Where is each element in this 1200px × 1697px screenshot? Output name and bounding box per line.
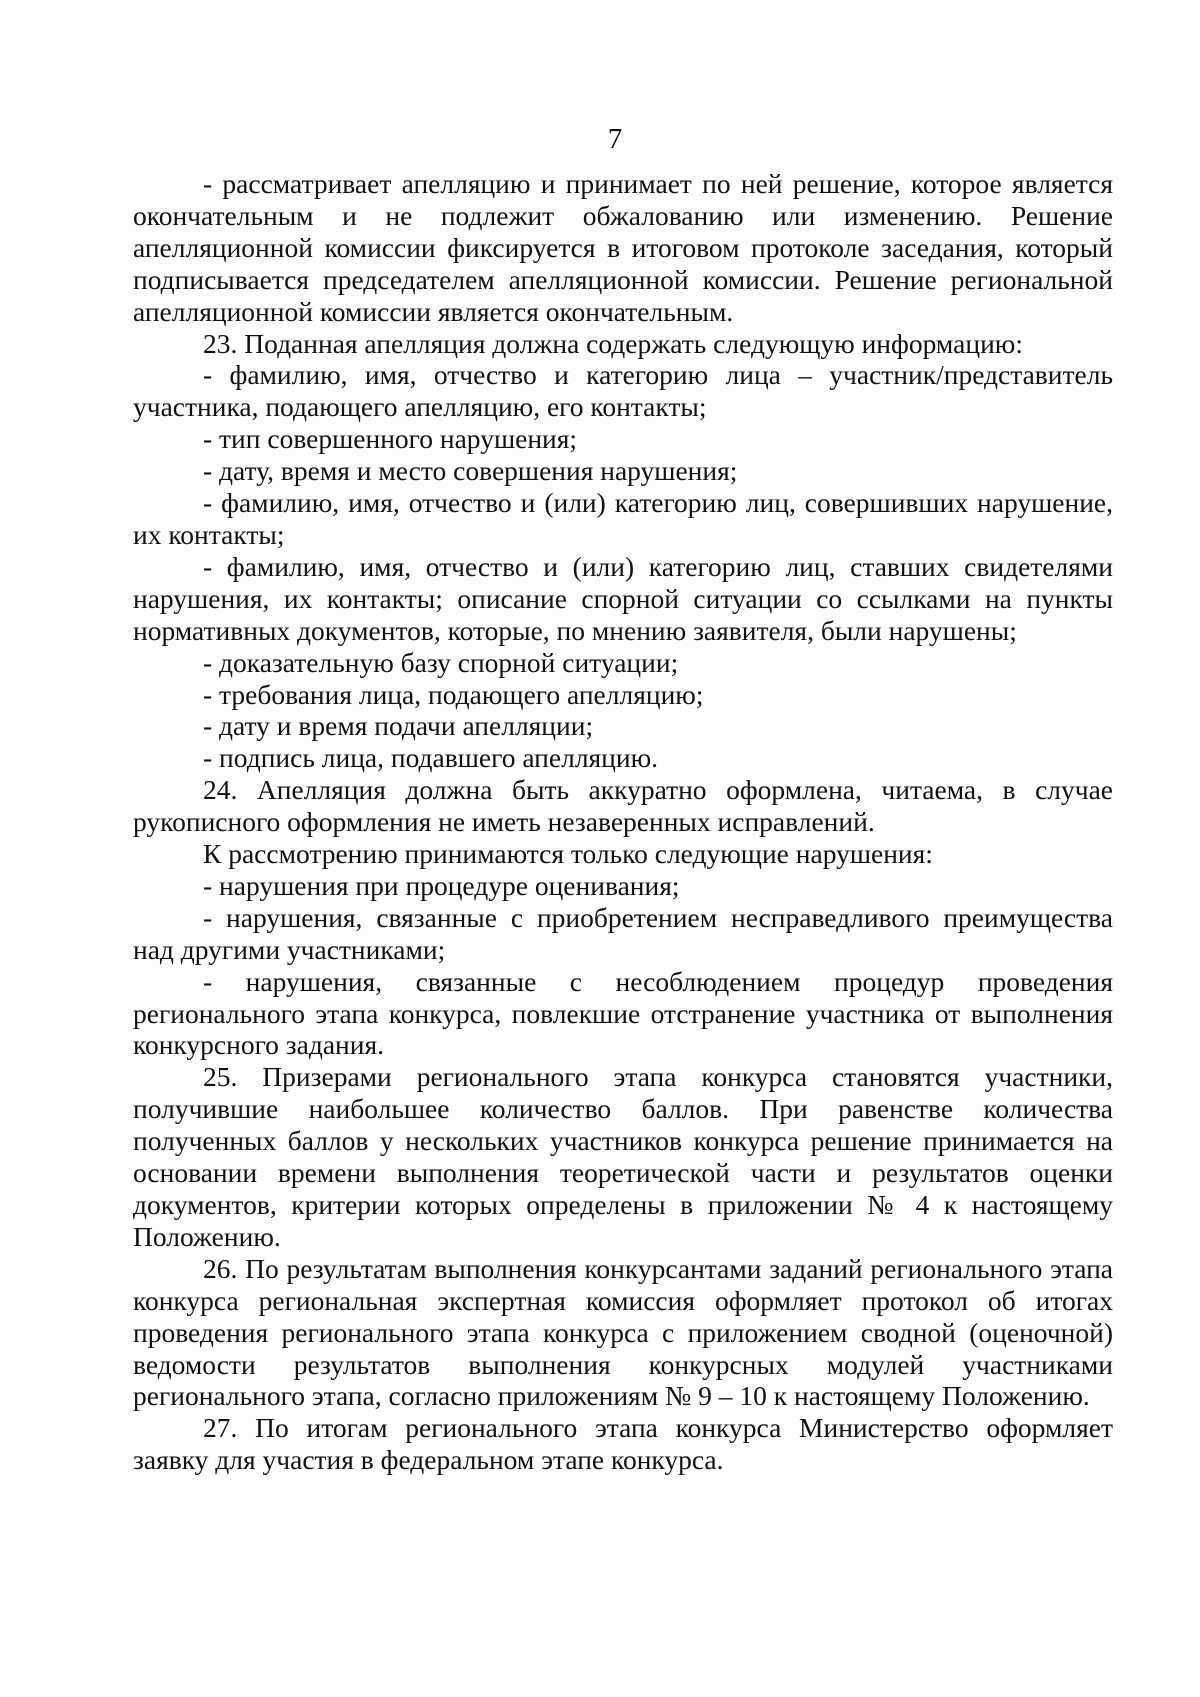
list-item: - нарушения, связанные с приобретением несправедливого преимущества над другими участниками; [133, 901, 1113, 965]
paragraph-25: 25. Призерами регионального этапа конкурса становятся участники, получившие наибольшее количество баллов. При равенстве количества полученных баллов у нескольких участников конкурса решение принимается на основании времени выполнения теоретической части и результатов оценки документов, критерии которых определены в приложении № 4 к настоящему Положению. [133, 1061, 1113, 1252]
paragraph-appeal-decision: - рассматривает апелляцию и принимает по ней решение, которое является окончательным и не подлежит обжалованию или изменению. Решение апелляционной комиссии фиксируется в итоговом протоколе заседания, который подписывается председателем апелляционной комиссии. Решение региональной апелляционной комиссии является окончательным. [133, 168, 1113, 327]
list-item: - дату и время подачи апелляции; [203, 710, 594, 742]
list-item: - фамилию, имя, отчество и категорию лица – участник/представитель участника, подающего апелляцию, его контакты; [133, 359, 1113, 423]
list-item: - нарушения при процедуре оценивания; [203, 869, 680, 901]
paragraph-violations-intro: К рассмотрению принимаются только следующие нарушения: [203, 838, 933, 870]
paragraph-23: 23. Поданная апелляция должна содержать следующую информацию: [203, 327, 1023, 359]
paragraph-24: 24. Апелляция должна быть аккуратно оформлена, читаема, в случае рукописного оформления не иметь незаверенных исправлений. [133, 774, 1113, 838]
paragraph-27: 27. По итогам регионального этапа конкурса Министерство оформляет заявку для участия в федеральном этапе конкурса. [133, 1412, 1113, 1476]
paragraph-26: 26. По результатам выполнения конкурсантами заданий регионального этапа конкурса региональная экспертная комиссия оформляет протокол об итогах проведения регионального этапа конкурса с приложением сводной (оценочной) ведомости результатов выполнения конкурсных модулей участниками регионального этапа, согласно приложениям № 9 – 10 к настоящему Положению. [133, 1252, 1113, 1412]
list-item: - доказательную базу спорной ситуации; [203, 646, 679, 678]
list-item: - фамилию, имя, отчество и (или) категорию лиц, совершивших нарушение, их контакты; [133, 487, 1113, 550]
list-item: - нарушения, связанные с несоблюдением процедур проведения регионального этапа конкурса, повлекшие отстранение участника от выполнения конкурсного задания. [133, 965, 1113, 1061]
list-item: - фамилию, имя, отчество и (или) категорию лиц, ставших свидетелями нарушения, их контакты; описание спорной ситуации со ссылками на пункты нормативных документов, которые, по мнению заявителя, были нарушены; [133, 550, 1113, 646]
document-body [133, 168, 1113, 1476]
list-item: - подпись лица, подавшего апелляцию. [203, 742, 659, 774]
list-item: - тип совершенного нарушения; [203, 423, 578, 455]
list-item: - дату, время и место совершения нарушения; [203, 455, 738, 487]
page-number: 7 [607, 123, 623, 155]
list-item: - требования лица, подающего апелляцию; [203, 678, 704, 710]
